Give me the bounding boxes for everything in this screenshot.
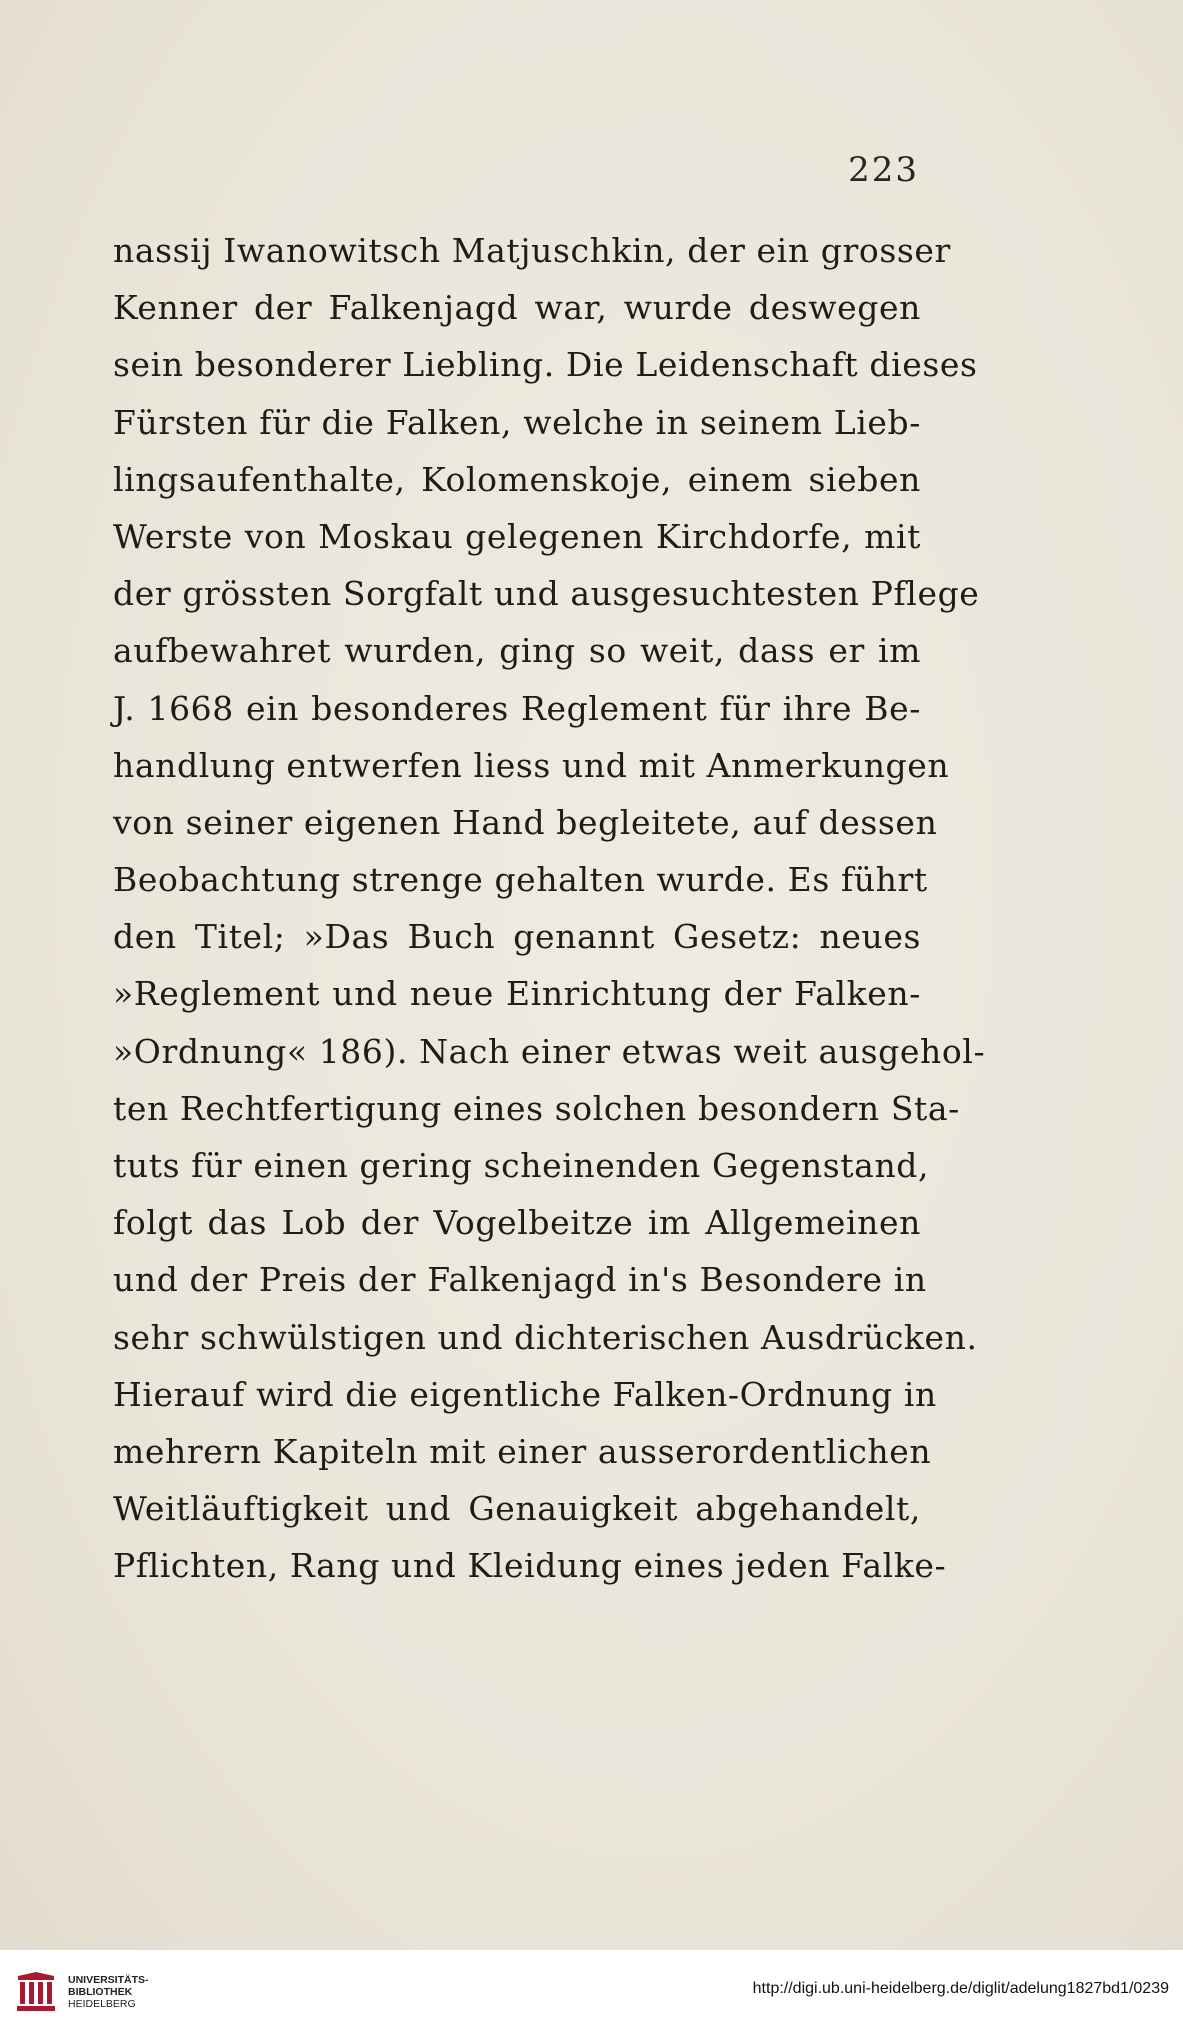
text-line: Fürsten für die Falken, welche in seinem Lieb- [113, 402, 921, 442]
source-url-link[interactable]: http://digi.ub.uni-heidelberg.de/diglit/adelung1827bd1/0239 [752, 1980, 1169, 1997]
text-line: und der Preis der Falkenjagd in's Besondere in [113, 1260, 927, 1300]
body-text [113, 222, 986, 1595]
library-name-line: UNIVERSITÄTS- [68, 1974, 149, 1986]
text-line: Hierauf wird die eigentliche Falken-Ordnung in [113, 1374, 937, 1414]
text-line: Weitläuftigkeit und Genauigkeit abgehandelt, [113, 1489, 921, 1529]
text-line: J. 1668 ein besonderes Reglement für ihre Be- [113, 688, 921, 728]
library-name [68, 1974, 149, 2010]
text-line: Werste von Moskau gelegenen Kirchdorfe, mit [113, 516, 921, 556]
text-line: den Titel; »Das Buch genannt Gesetz: neues [113, 917, 921, 957]
text-line: handlung entwerfen liess und mit Anmerkungen [113, 745, 950, 785]
text-line: der grössten Sorgfalt und ausgesuchtesten Pflege [113, 574, 980, 614]
text-line: nassij Iwanowitsch Matjuschkin, der ein grosser [113, 231, 951, 270]
university-library-logo-icon [14, 1970, 58, 2014]
text-line: sein besonderer Liebling. Die Leidenschaft dieses [113, 345, 978, 385]
text-line: mehrern Kapiteln mit einer ausserordentlichen [113, 1431, 932, 1471]
library-name-line: BIBLIOTHEK [68, 1986, 133, 1998]
text-line: Beobachtung strenge gehalten wurde. Es führt [113, 860, 928, 900]
text-line: tuts für einen gering scheinenden Gegenstand, [113, 1146, 930, 1185]
digitization-footer [0, 1950, 1183, 2033]
text-line: von seiner eigenen Hand begleitete, auf dessen [113, 802, 938, 842]
text-line: Pflichten, Rang und Kleidung eines jeden Falke- [113, 1546, 947, 1586]
text-line: aufbewahret wurden, ging so weit, dass er im [113, 631, 921, 671]
library-name-line: HEIDELBERG [68, 1998, 136, 2010]
text-line: lingsaufenthalte, Kolomenskoje, einem sieben [113, 459, 921, 499]
text-line: sehr schwülstigen und dichterischen Ausdrücken. [113, 1317, 978, 1357]
page-number: 223 [848, 150, 919, 190]
text-line: »Reglement und neue Einrichtung der Falken- [113, 974, 921, 1014]
text-line: Kenner der Falkenjagd war, wurde deswegen [113, 288, 921, 328]
text-line: folgt das Lob der Vogelbeitze im Allgemeinen [113, 1203, 921, 1243]
text-line: »Ordnung« 186). Nach einer etwas weit ausgehol- [113, 1031, 986, 1071]
text-line: ten Rechtfertigung eines solchen besondern Sta- [113, 1088, 960, 1128]
